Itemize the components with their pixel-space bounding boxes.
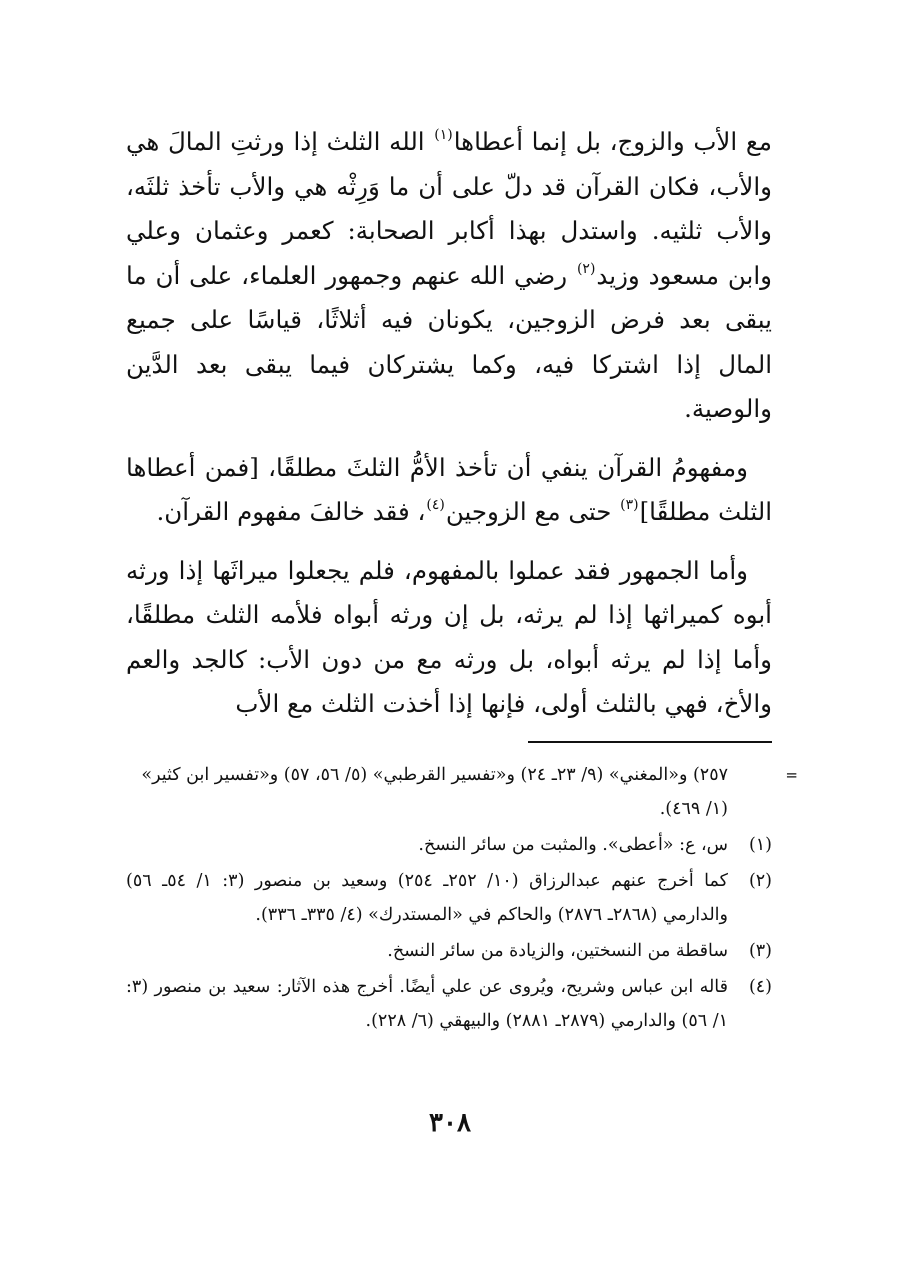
footnote-ref-3[interactable]: (٣) [620, 497, 639, 513]
paragraph-1-part-1: مع الأب والزوج، بل إنما أعطاها [453, 127, 772, 156]
footnote-3 [126, 934, 772, 968]
paragraph-3: وأما الجمهور فقد عملوا بالمفهوم، فلم يجعلوا ميراثَها إذا ورثه أبوه كميراثها إذا لم يرثه، بل إن ورثه أبواه فلأمه الثلث مطلقًا، وأما إذا لم يرثه أبواه، بل ورثه مع من دون الأب: كالجد والعم والأخ، فهي بالثلث أولى، فإنها إذا أخذت الثلث مع الأب [126, 555, 772, 718]
page-number: ٣٠٨ [429, 1108, 471, 1138]
paragraph-1-part-2: الله الثلث إذا ورثتِ المالَ هي والأب، فكان القرآن قد دلّ على أن ما وَرِثْه هي والأب تأخذ ثلثَه، والأب ثلثيه. واستدل بهذا أكابر الصحابة: كعمر وعثمان وعلي وابن مسعود وزيد [126, 127, 772, 290]
footnote-text: قاله ابن عباس وشريح، ويُروى عن علي أيضًا. أخرج هذه الآثار: سعيد بن منصور (٣: ١/ ٥٦) والدارمي (٢٨٧٩ـ ٢٨٨١) والبيهقي (٦/ ٢٢٨). [126, 977, 728, 1031]
paragraph-2-part-2: حتى مع الزوجين [445, 497, 620, 526]
footnote-2 [126, 864, 772, 932]
paragraph-1-part-3: رضي الله عنهم وجمهور العلماء، على أن ما يبقى بعد فرض الزوجين، يكونان فيه أثلاثًا، قياسًا على جميع المال إذا اشتركا فيه، وكما يشتركان فيما يبقى بعد الدَّين والوصية. [126, 260, 772, 423]
footnote-number: (٢) [748, 871, 772, 891]
footnote-number: (١) [748, 835, 772, 855]
footnote-separator [528, 741, 772, 743]
footnote-ref-2[interactable]: (٢) [576, 260, 596, 277]
paragraph-2 [126, 446, 772, 535]
main-text [126, 120, 772, 741]
paragraph-1 [126, 120, 772, 432]
paragraph-2-part-1: ومفهومُ القرآن ينفي أن تأخذ الأمُّ الثلثَ مطلقًا، [فمن أعطاها الثلث مطلقًا] [126, 452, 772, 526]
footnote-continuation-text: ٢٥٧) و«المغني» (٩/ ٢٣ـ ٢٤) و«تفسير القرطبي» (٥/ ٥٦، ٥٧) و«تفسير ابن كثير» (١/ ٤٦٩). [141, 765, 728, 819]
footnote-number: (٤) [748, 977, 772, 997]
footnote-continuation [126, 758, 798, 826]
continuation-mark: = [785, 766, 798, 784]
footnotes [126, 758, 798, 1040]
footnote-ref-4[interactable]: (٤) [426, 497, 445, 513]
paragraph-2-part-3: ، فقد خالفَ مفهوم القرآن. [156, 497, 426, 526]
footnote-text: كما أخرج عنهم عبدالرزاق (١٠/ ٢٥٢ـ ٢٥٤) وسعيد بن منصور (٣: ١/ ٥٤ـ ٥٦) والدارمي (٢٨٦٨ـ ٢٨٧٦) والحاكم في «المستدرك» (٤/ ٣٣٥ـ ٣٣٦). [126, 871, 728, 925]
footnote-text: س، ع: «أعطى». والمثبت من سائر النسخ. [418, 835, 728, 855]
footnote-4 [126, 970, 772, 1038]
footnote-text: ساقطة من النسختين، والزيادة من سائر النسخ. [387, 941, 728, 961]
footnote-ref-1[interactable]: (١) [434, 127, 453, 143]
footnote-1 [126, 828, 772, 862]
footnote-number: (٣) [748, 941, 772, 961]
